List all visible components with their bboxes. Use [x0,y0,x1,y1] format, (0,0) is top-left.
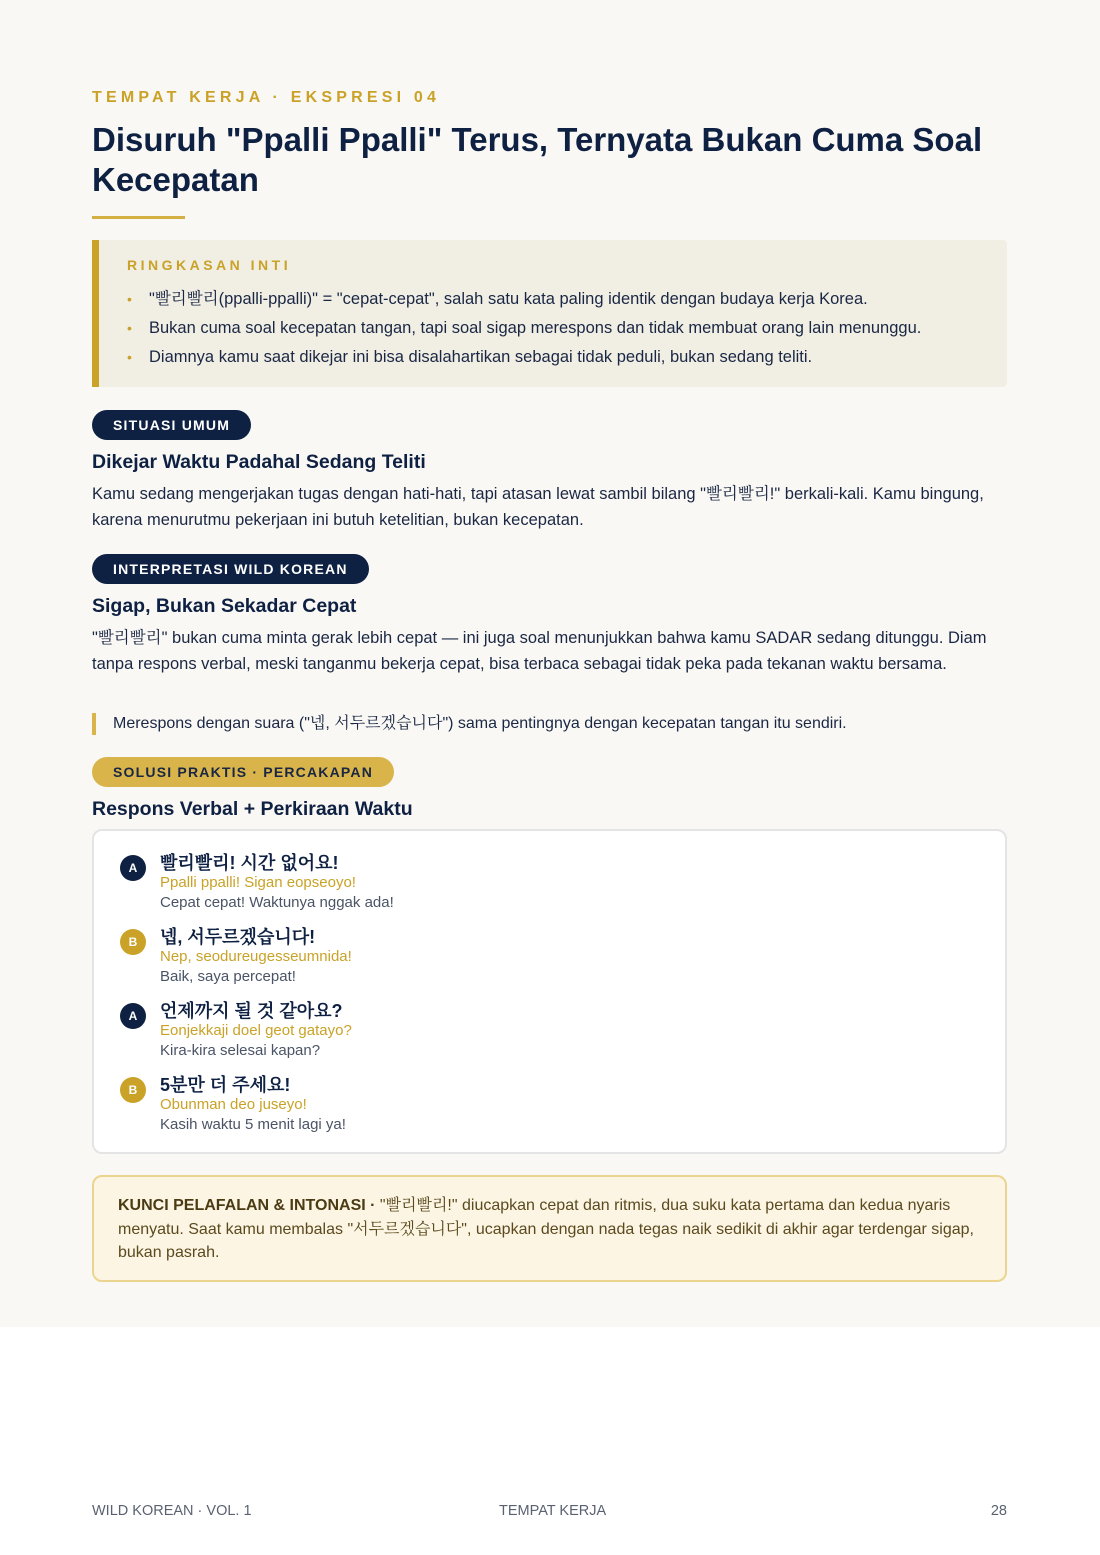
speaker-avatar: A [120,1003,146,1029]
bullet-icon: • [127,349,132,365]
solution-pill: SOLUSI PRAKTIS · PERCAKAPAN [92,757,394,787]
korean-line: 5분만 더 주세요! [160,1075,291,1095]
footer-chapter: TEMPAT KERJA [499,1503,607,1519]
footer-page-number: 28 [990,1503,1007,1519]
list-item [127,314,921,343]
tip-label: KUNCI PELAFALAN & INTONASI · [118,1197,376,1214]
translation-line: Baik, saya percepat! [160,968,296,985]
tip-text: "빨리빨리!" diucapkan cepat dan ritmis, dua suku kata pertama dan kedua nyaris menyatu. Saat kamu membalas "서두르겠습니다", ucapkan dengan nada tegas naik sedikit di akhir agar terdengar sigap, bukan pasrah. [118,1197,974,1261]
eyebrow-label: TEMPAT KERJA · EKSPRESI 04 [92,89,441,106]
interpretation-pill: INTERPRETASI WILD KOREAN [92,554,369,584]
bullet-icon: • [127,291,132,307]
romanization-line: Obunman deo juseyo! [160,1096,307,1113]
translation-line: Cepat cepat! Waktunya nggak ada! [160,894,394,911]
translation-line: Kira-kira selesai kapan? [160,1042,321,1059]
interpretation-quote: Merespons dengan suara ("넵, 서두르겠습니다") sama pentingnya dengan kecepatan tangan itu sendiri. [92,713,847,735]
korean-line: 빨리빨리! 시간 없어요! [160,853,339,873]
korean-line: 언제까지 될 것 같아요? [160,1001,343,1021]
interpretation-heading: Sigap, Bukan Sekadar Cepat [92,595,357,617]
page-title: Disuruh "Ppalli Ppalli" Terus, Ternyata Bukan Cuma Soal Kecepatan [92,121,983,198]
romanization-line: Eonjekkaji doel geot gatayo? [160,1022,352,1039]
list-item [127,343,921,372]
interpretation-text: "빨리빨리" bukan cuma minta gerak lebih cepat — ini juga soal menunjukkan bahwa kamu SADAR sedang ditunggu. Diam tanpa respons verbal, meski tanganmu bekerja cepat, bisa terbaca sebagai tidak peka pada tekanan waktu bersama. [92,629,987,673]
summary-list [127,285,921,372]
summary-text: Diamnya kamu saat dikejar ini bisa disalahartikan sebagai tidak peduli, bukan sedang teliti. [149,348,813,366]
summary-text: "빨리빨리(ppalli-ppalli)" = "cepat-cepat", salah satu kata paling identik dengan budaya kerja Korea. [149,290,868,308]
bullet-icon: • [127,320,132,336]
korean-line: 넵, 서두르겠습니다! [160,927,316,947]
summary-text: Bukan cuma soal kecepatan tangan, tapi soal sigap merespons dan tidak membuat orang lain menunggu. [149,319,922,337]
title-underline [92,216,185,219]
speaker-avatar: B [120,1077,146,1103]
summary-box [92,240,1007,387]
romanization-line: Nep, seodureugesseumnida! [160,948,352,965]
pronunciation-tip-box [92,1175,1007,1282]
romanization-line: Ppalli ppalli! Sigan eopseoyo! [160,874,356,891]
translation-line: Kasih waktu 5 menit lagi ya! [160,1116,346,1133]
dialog-box [92,829,1007,1154]
footer-series: WILD KOREAN · VOL. 1 [92,1503,252,1519]
situation-heading: Dikejar Waktu Padahal Sedang Teliti [92,451,426,473]
summary-label: RINGKASAN INTI [127,257,292,273]
speaker-avatar: B [120,929,146,955]
situation-text: Kamu sedang mengerjakan tugas dengan hati-hati, tapi atasan lewat sambil bilang "빨리빨리!" berkali-kali. Kamu bingung, karena menurutmu pekerjaan ini butuh ketelitian, bukan kecepatan. [92,485,984,529]
speaker-avatar: A [120,855,146,881]
list-item [127,285,921,314]
situation-pill: SITUASI UMUM [92,410,251,440]
solution-heading: Respons Verbal + Perkiraan Waktu [92,798,413,820]
